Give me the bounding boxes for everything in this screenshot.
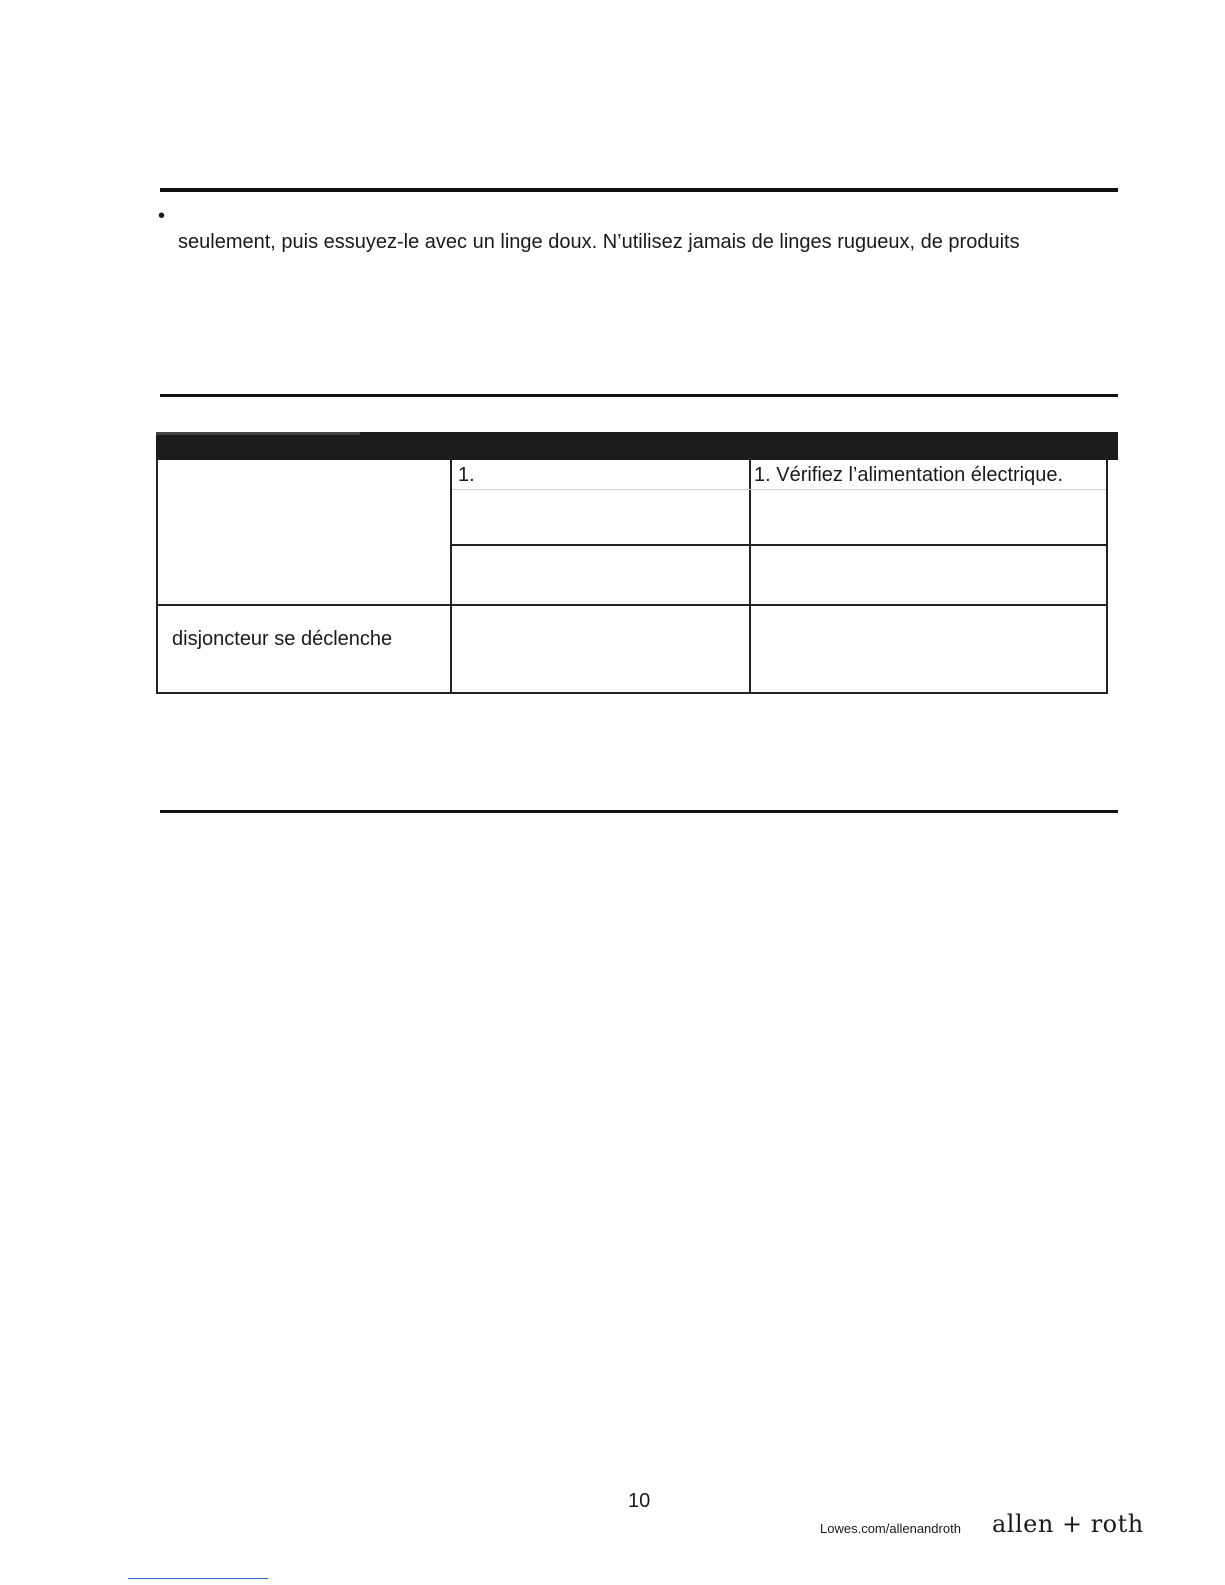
table-column-divider-2	[749, 460, 751, 694]
footer-url: Lowes.com/allenandroth	[820, 1521, 961, 1536]
table-border-right	[1106, 460, 1108, 694]
table-subrow-divider-thin	[452, 489, 1106, 490]
table-header-bar	[156, 432, 1118, 460]
troubleshooting-table	[156, 432, 1118, 694]
table-border-left	[156, 460, 158, 694]
care-bullet: •	[158, 205, 166, 227]
table-row-1-cause-number: 1.	[458, 464, 475, 486]
table-row-2-problem: disjoncteur se déclenche	[172, 628, 393, 650]
table-header-notch	[156, 432, 360, 435]
care-section-rule	[160, 188, 1118, 192]
table-row-divider	[156, 604, 1108, 606]
warranty-section-rule	[160, 810, 1118, 813]
brand-logo: allen + roth	[992, 1510, 1144, 1538]
care-instruction-text: seulement, puis essuyez-le avec un linge doux. N’utilisez jamais de linges rugueux, de produits	[178, 231, 1020, 253]
table-subrow-divider	[452, 544, 1106, 546]
bottom-link-underline	[128, 1578, 268, 1579]
page-number: 10	[628, 1490, 651, 1512]
troubleshooting-section-rule	[160, 394, 1118, 397]
table-border-bottom	[156, 692, 1108, 694]
table-column-divider-1	[450, 460, 452, 694]
table-row-1-action: 1. Vérifiez l’alimentation électrique.	[754, 464, 1064, 486]
